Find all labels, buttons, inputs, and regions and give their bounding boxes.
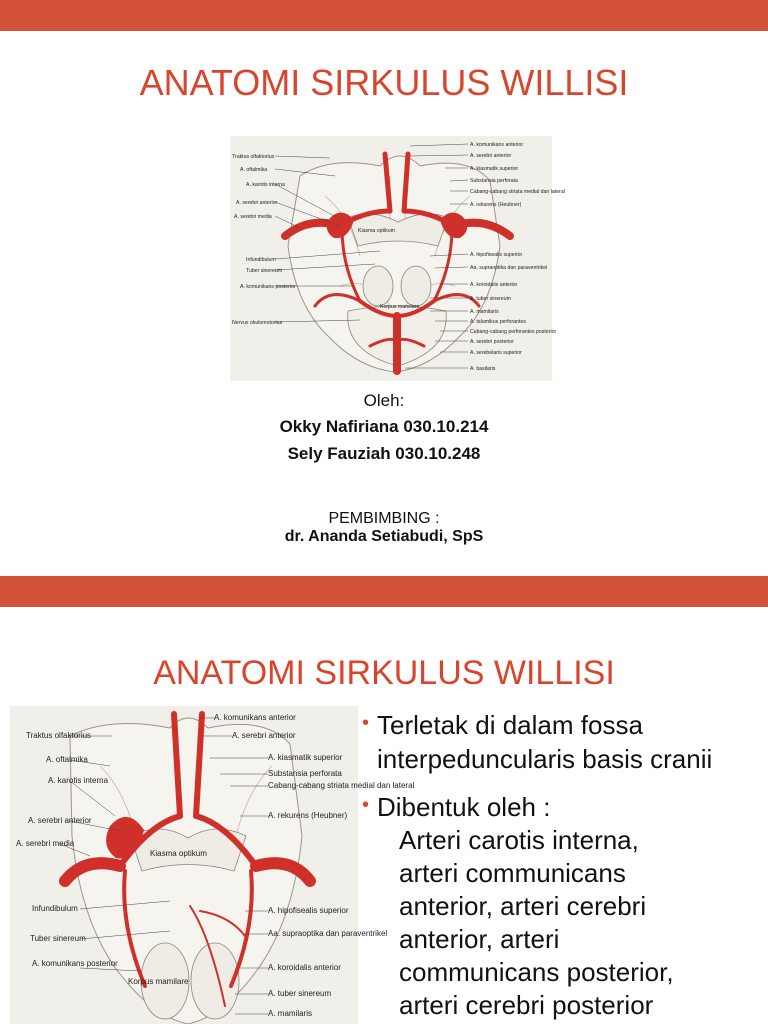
top-accent-bar [0, 576, 768, 607]
fig-label: A. komunikans posterior [32, 959, 118, 968]
fig-label: Infundibulum [246, 257, 276, 263]
slide-title: ANATOMI SIRKULUS WILLISI [139, 62, 629, 103]
fig-label: A. hipofisealis superior [470, 252, 523, 258]
fig-label: Cabang-cabang striata medial dan lateral [470, 189, 565, 195]
fig-label: Tuber sinereum [30, 934, 86, 943]
fig-label: A. rekurens (Heubner) [470, 202, 522, 208]
sub-text [362, 824, 762, 1022]
fig-label: Korpus mamilare [380, 304, 420, 310]
author-2: Sely Fauziah 030.10.248 [287, 444, 481, 463]
bullet-text: Dibentuk oleh : [377, 792, 551, 822]
circle-of-willis-diagram [10, 706, 415, 1024]
top-accent-bar [0, 0, 768, 31]
bullet-item [362, 708, 762, 776]
fig-label: A. basilaris [470, 366, 496, 372]
bullet-text: Terletak di dalam fossa interpeduncularis basis cranii [377, 710, 713, 774]
fig-label: Traktus olfaktorius [232, 154, 275, 160]
circle-of-willis-illustration [10, 706, 415, 1024]
fig-label: A. serebri anterior [236, 200, 278, 206]
fig-label: A. talamikus perforantes [470, 319, 526, 325]
sub-line: Arteri carotis interna, [399, 825, 639, 855]
pembimbing-name: dr. Ananda Setiabudi, SpS [284, 528, 484, 545]
sub-line: arteri cerebri posterior [399, 990, 654, 1020]
bullet-item [362, 790, 762, 824]
fig-label: Substansia perforata [268, 769, 342, 778]
fig-label: Infundibulum [32, 904, 78, 913]
fig-label: A. kiasmatik superior [268, 753, 343, 762]
fig-label: Kiasma optikum [150, 849, 207, 858]
bullet-list [362, 708, 762, 1022]
sub-line: arteri communicans [399, 858, 626, 888]
fig-label: Traktus olfaktorius [26, 731, 92, 740]
fig-label: A. serebelaris superior [470, 350, 522, 356]
fig-label: A. serebri media [16, 839, 75, 848]
author-1: Okky Nafiriana 030.10.214 [279, 417, 489, 436]
oleh-label: Oleh: [363, 391, 405, 410]
bullet-dot: • [362, 712, 370, 734]
content-slide [0, 576, 768, 1024]
circle-of-willis-illustration [230, 136, 565, 381]
fig-label: A. serebri posterior [470, 339, 514, 345]
circle-of-willis-diagram [230, 136, 565, 381]
fig-label: Cabang-cabang perforantes posterior [470, 329, 557, 335]
fig-label: A. rekurens (Heubner) [268, 811, 348, 820]
fig-label: A. serebri anterior [28, 816, 92, 825]
fig-label: A. komunikans posterior [240, 284, 296, 290]
fig-label: A. serebri anterior [470, 153, 512, 159]
fig-label: Kiasma optikum [358, 228, 395, 234]
fig-label: A. komunikans anterior [214, 713, 296, 722]
fig-label: A. oftalmika [46, 755, 88, 764]
fig-label: Tuber sinereum [246, 268, 283, 274]
sub-line: anterior, arteri [399, 924, 560, 954]
sub-line: anterior, arteri cerebri [399, 891, 647, 921]
fig-label: Nervus okulomotorius [232, 320, 283, 326]
fig-label: Aa. supraoptika dan paraventrikel [268, 929, 388, 938]
fig-label: A. oftalmika [240, 167, 268, 173]
bullet-dot: • [362, 794, 370, 816]
fig-label: A. tuber sinereum [268, 989, 332, 998]
pembimbing-label: PEMBIMBING : [328, 510, 440, 527]
fig-label: A. komunikans anterior [470, 142, 524, 148]
sub-line: communicans posterior, [399, 957, 674, 987]
fig-label: A. koroidalis anterior [268, 963, 341, 972]
fig-label: A. karotis interna [48, 776, 109, 785]
fig-label: A. hipofisealis superior [268, 906, 349, 915]
fig-label: Aa. supraoptika dan paraventrikel [470, 265, 548, 271]
fig-label: A. serebri media [234, 214, 272, 220]
fig-label: Substansia perforata [470, 178, 518, 184]
fig-label: A. kiasmatik superior [470, 166, 519, 172]
fig-label: Cabang-cabang striata medial dan lateral [268, 781, 415, 790]
fig-label: A. serebri anterior [232, 731, 296, 740]
fig-label: A. mamilaris [268, 1009, 313, 1018]
fig-label: A. koroidalis anterior [470, 282, 518, 288]
fig-label: A. mamilaris [470, 309, 499, 315]
fig-label: A. tuber sinereum [470, 296, 511, 302]
fig-label: Korpus mamilare [128, 977, 189, 986]
slide-title: ANATOMI SIRKULUS WILLISI [153, 654, 615, 692]
fig-label: A. karotis interna [246, 182, 285, 188]
